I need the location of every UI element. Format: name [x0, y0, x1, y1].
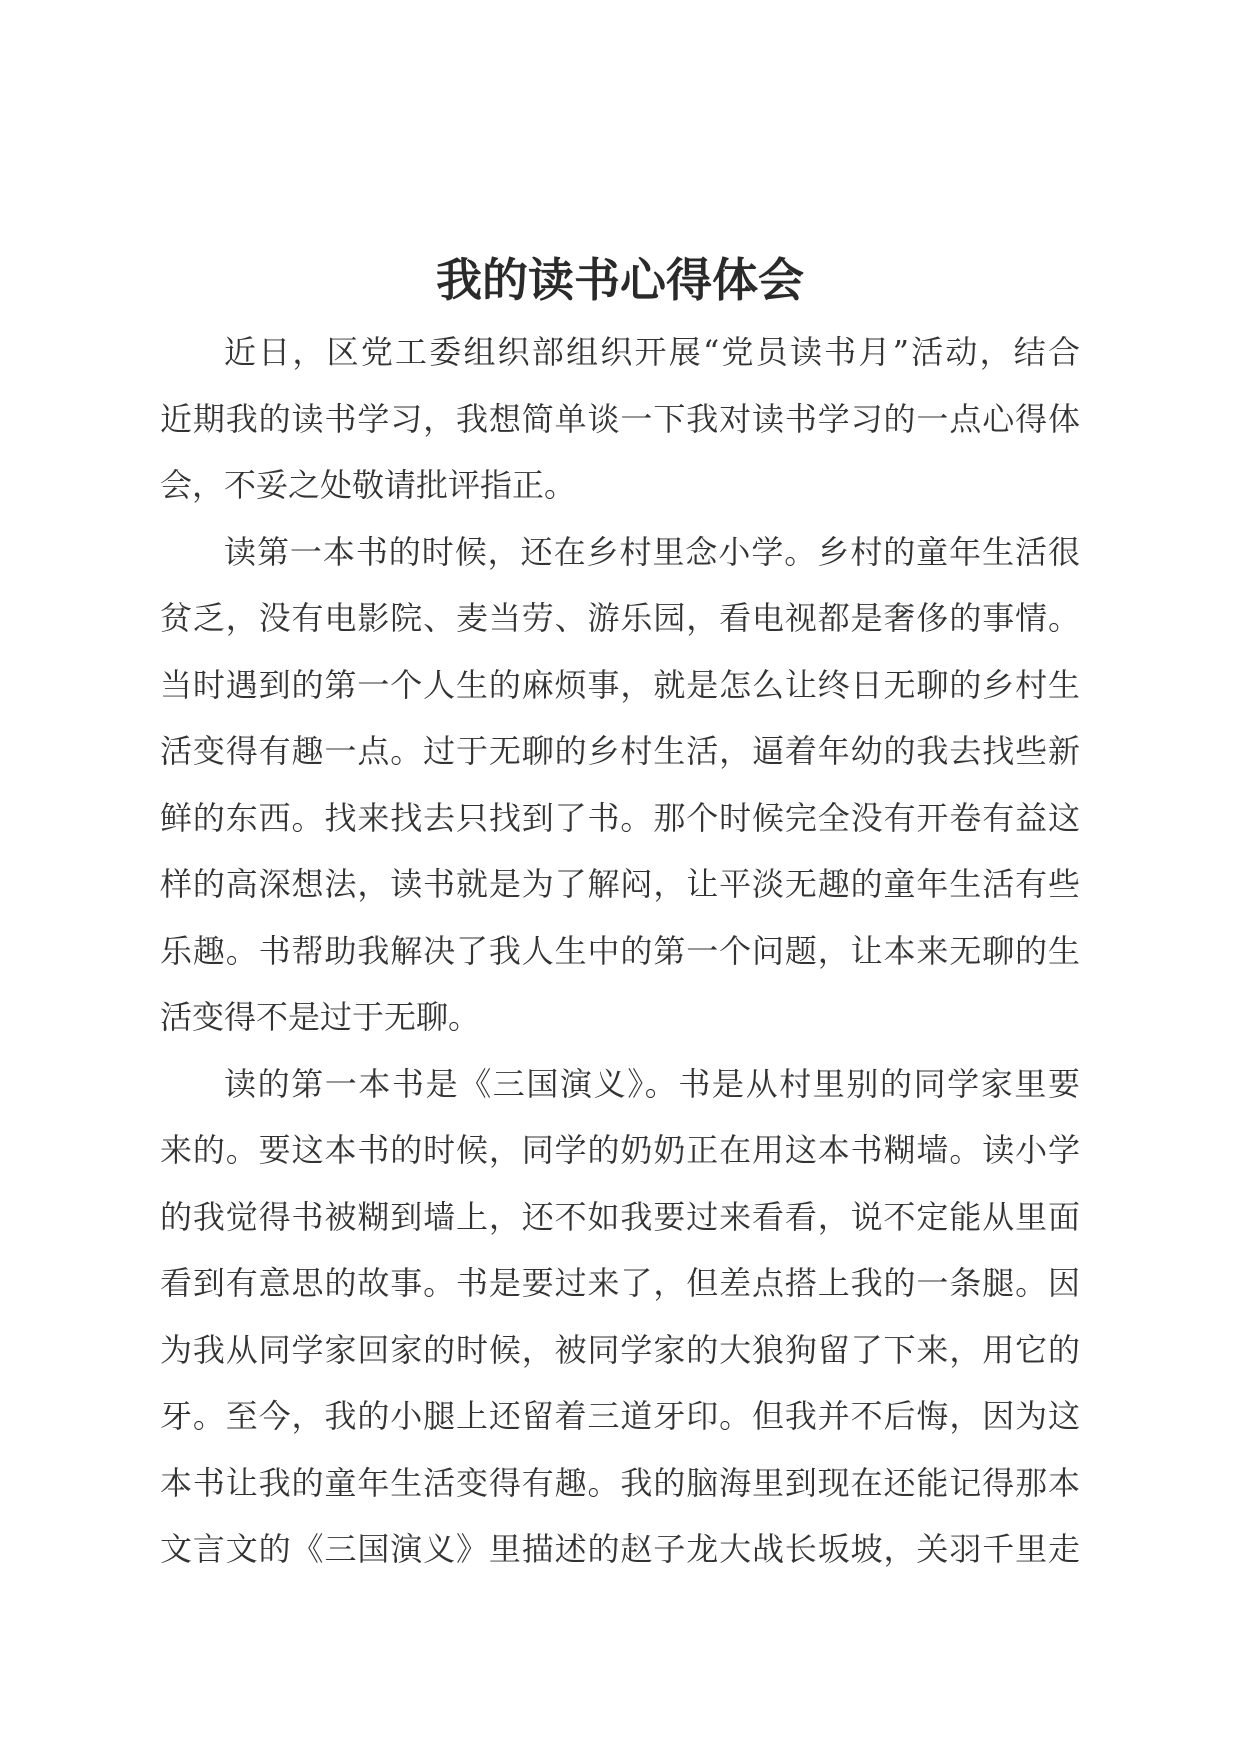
document-body [160, 319, 1080, 1583]
text-line: 文言文的《三国演义》里描述的赵子龙大战长坂坡，关羽千里走 [160, 1530, 1080, 1568]
paragraph [160, 1051, 1080, 1583]
text-line: 贫乏，没有电影院、麦当劳、游乐园，看电视都是奢侈的事情。 [160, 599, 1080, 637]
text-line: 为我从同学家回家的时候，被同学家的大狼狗留了下来，用它的 [160, 1330, 1080, 1369]
text-line: 乐趣。书帮助我解决了我人生中的第一个问题，让本来无聊的生 [160, 931, 1080, 970]
document-title: 我的读书心得体会 [436, 253, 804, 307]
text-line: 近期我的读书学习，我想简单谈一下我对读书学习的一点心得体 [160, 399, 1080, 438]
text-line: 活变得不是过于无聊。 [160, 998, 481, 1036]
text-line: 当时遇到的第一个人生的麻烦事，就是怎么让终日无聊的乡村生 [160, 665, 1080, 704]
text-line: 鲜的东西。找来找去只找到了书。那个时候完全没有开卷有益这 [160, 798, 1080, 837]
text-line: 会，不妥之处敬请批评指正。 [160, 466, 577, 504]
text-line: 读第一本书的时候，还在乡村里念小学。乡村的童年生活很 [224, 532, 1080, 571]
text-line: 看到有意思的故事。书是要过来了，但差点搭上我的一条腿。因 [160, 1264, 1080, 1302]
text-line: 的我觉得书被糊到墙上，还不如我要过来看看，说不定能从里面 [160, 1197, 1080, 1236]
paragraph [160, 319, 1080, 519]
text-line: 来的。要这本书的时候，同学的奶奶正在用这本书糊墙。读小学 [160, 1131, 1080, 1169]
text-line: 近日，区党工委组织部组织开展“党员读书月”活动，结合 [224, 333, 1080, 371]
paragraph [160, 519, 1080, 1051]
text-line: 牙。至今，我的小腿上还留着三道牙印。但我并不后悔，因为这 [160, 1397, 1080, 1435]
text-line: 活变得有趣一点。过于无聊的乡村生活，逼着年幼的我去找些新 [160, 732, 1080, 770]
text-line: 样的高深想法，读书就是为了解闷，让平淡无趣的童年生活有些 [160, 865, 1080, 903]
text-line: 读的第一本书是《三国演义》。书是从村里别的同学家里要 [224, 1064, 1080, 1103]
text-line: 本书让我的童年生活变得有趣。我的脑海里到现在还能记得那本 [160, 1463, 1080, 1502]
